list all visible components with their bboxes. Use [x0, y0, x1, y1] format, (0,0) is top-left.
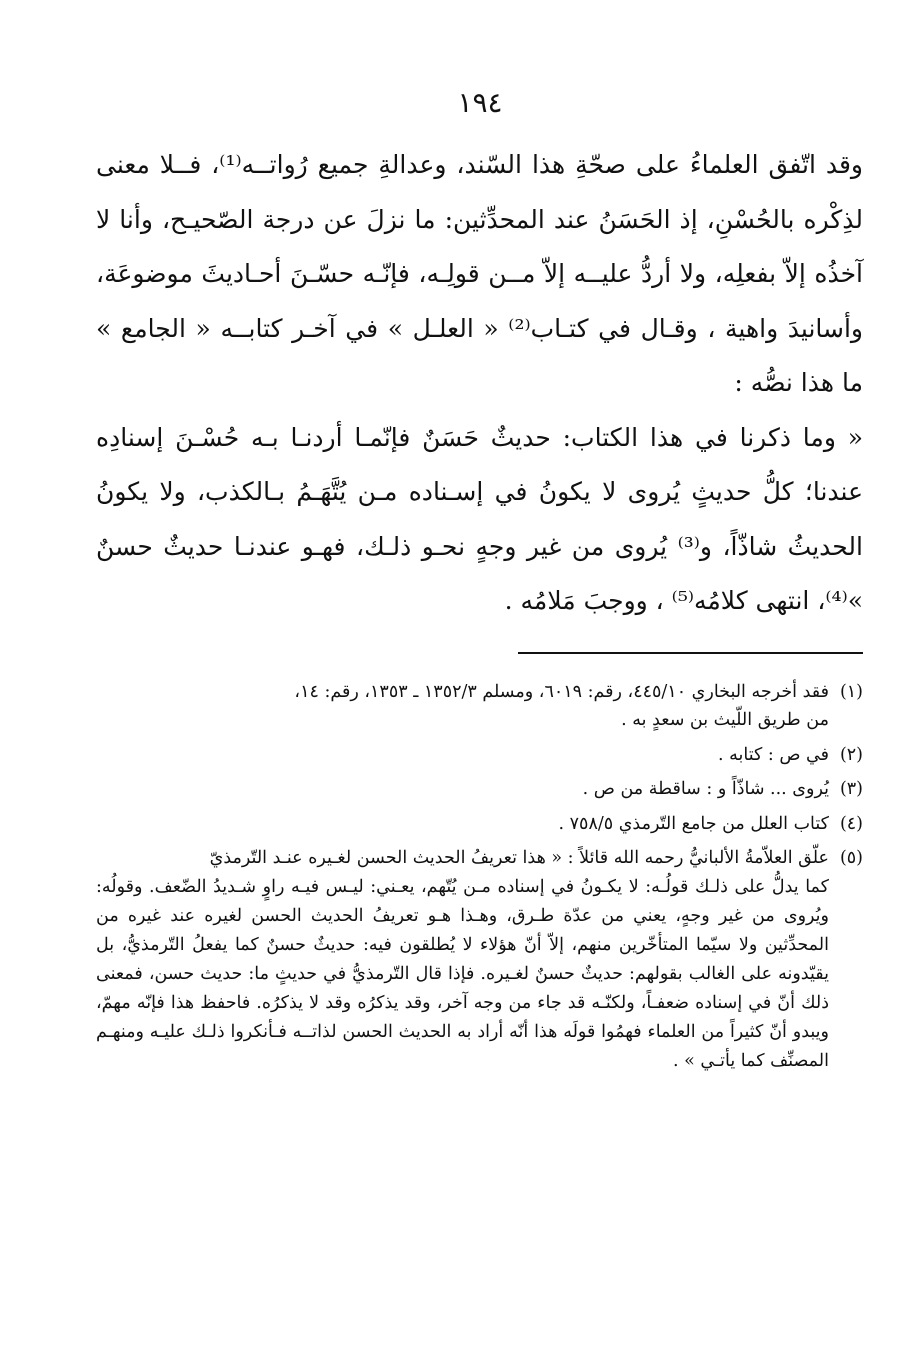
footnote-text: في ص : كتابه . [717, 744, 829, 765]
footnote-separator [518, 652, 863, 654]
footnote-text: فقد أخرجه البخاري ٤٤٥/١٠، رقم: ٦٠١٩، ومسلم ١٣٥٢/٣ ـ ١٣٥٣، رقم: ١٤، [294, 682, 829, 702]
footnote-3 [96, 775, 863, 803]
footnote-text: كتاب العلل من جامع التّرمذي ٧٥٨/٥ . [558, 813, 829, 834]
main-text [96, 138, 863, 629]
footnote-number: (٥) [839, 848, 863, 869]
footnote-4 [96, 810, 863, 838]
main-paragraph-1: وقد اتّفق العلماءُ على صحّةِ هذا السّند، وعدالةِ جميع رُواتــه⁽¹⁾، فــلا معنى لذِكْره بالحُسْنِ، إذ الحَسَنُ عند المحدِّثين: ما نزلَ عن درجة الصّحيـح، وأنا لا آخذُه إلاّ بفعلِه، ولا أردُّ عليــه إلاّ مــن قولِـه، فإنّـه حسّـنَ أحـاديثَ موضوعَة، وأسانيدَ واهية ، وقـال في كتـاب⁽²⁾ « العلـل » في آخـر كتابــه « الجامع » ما هذا نصُّه : [96, 150, 863, 397]
footnote-number: (٢) [839, 744, 863, 765]
footnote-text-continued: كما يدلُّ على ذلـك قولُـه: لا يكـونُ في إسناده مـن يُتّهم، يعـني: ليـس فيـه راوٍ شـديدُ الضّعف. وقولُه: ويُروى من غير وجهٍ، يعني من عدّة طـرق، وهـذا هـو تعريفُ الحديث الحسن لغيره عند غيره من المحدِّثين ولا سيّما المتأخّرين منهم، إلاّ أنّ هؤلاء لا يُطلقون فيه: حديثٌ حسنٌ كما يفعلُ التّرمذيُّ، بل يقيّدونه على الغالب بقولهم: حديثٌ حسنٌ لغـيره. فإذا قال التّرمذيُّ في حديثٍ ما: حديث حسن، فمعنى ذلك أنّ في إسناده ضعفـاً، ولكنّـه قد جاء من وجه آخر، وقد يذكرُه وقد لا يذكرُه. فاحفظ هذا فإنّه مهمّ، ويبدو أنّ كثيراً من العلماء فهمُوا قولَه هذا أنّه أراد به الحديث الحسن لذاتــه فـأنكروا ذلـك عليـه ومنهـم المصنِّف كما يأتـي » . [96, 877, 829, 1072]
footnote-text: علّق العلاّمةُ الألبانيُّ رحمه الله قائلاً : « هذا تعريفُ الحديث الحسن لغـيره عنـد التّرمذيّ [209, 848, 829, 869]
footnote-number: (١) [839, 682, 863, 702]
footnote-number: (٣) [839, 779, 863, 800]
footnote-5 [96, 844, 863, 1076]
footnote-number: (٤) [839, 813, 863, 834]
footnote-2 [96, 741, 863, 769]
footnote-text: يُروى ... شاذّاً و : ساقطة من ص . [582, 779, 829, 800]
footnotes [96, 678, 863, 1082]
footnote-1 [96, 678, 863, 735]
footnote-text-continued: من طريق اللّيث بن سعدٍ به . [621, 710, 829, 731]
main-paragraph-2: « وما ذكرنا في هذا الكتاب: حديثٌ حَسَنٌ فإنّمـا أردنـا بـه حُسْـنَ إسنادِه عندنا؛ كلُّ حديثٍ يُروى لا يكونُ في إسـناده مـن يُتَّهَـمُ بـالكذب، ولا يكونُ الحديثُ شاذّاً، و⁽³⁾ يُروى من غير وجهٍ نحـو ذلـك، فهـو عندنـا حديثٌ حسنٌ »⁽⁴⁾، انتهى كلامُه⁽⁵⁾ ، ووجبَ مَلامُه . [96, 422, 863, 615]
page-number: ١٩٤ [457, 86, 503, 119]
